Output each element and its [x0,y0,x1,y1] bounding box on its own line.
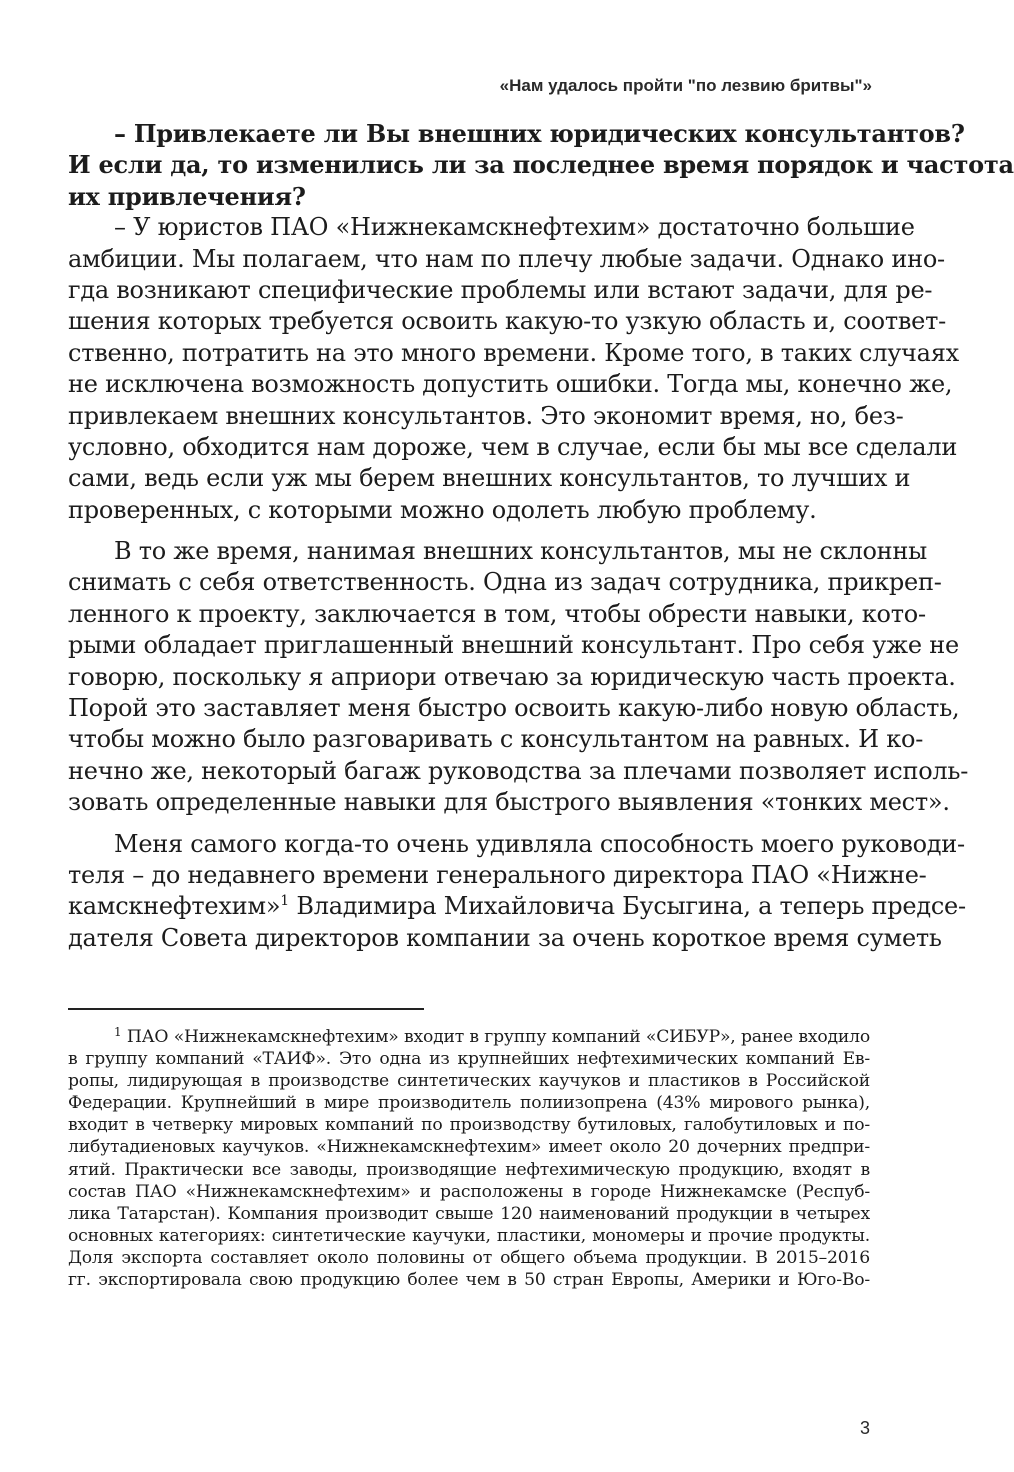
text-run: ПАО «Нижнекамскнефтехим» входит в группу компаний «СИБУР», ранее входило [121,1027,870,1047]
footnote-line: ропы, лидирующая в производстве синтетических каучуков и пластиков в Российской [68,1071,870,1092]
paragraph-line: теля – до недавнего времени генерального директора ПАО «Нижне- [68,860,927,889]
paragraph-line: условно, обходится нам дороже, чем в случае, если бы мы все сделали [68,432,958,461]
footnote-line: основных категориях: синтетические каучуки, пластики, мономеры и прочие продукты. [68,1225,870,1246]
footnote-marker: 1 [114,1025,122,1039]
paragraph-line: рыми обладает приглашенный внешний консультант. Про себя уже не [68,631,959,660]
paragraph-line: ственно, потратить на это много времени. Кроме того, в таких случаях [68,338,959,367]
answer-paragraph-1 [68,212,959,526]
footnote-line: Федерации. Крупнейший в мире производитель полиизопрена (43% мирового рынка), [68,1093,870,1114]
answer-paragraph-3 [68,829,966,955]
question-line: – Привлекаете ли Вы внешних юридических консультантов? [114,119,965,148]
paragraph-line: говорю, поскольку я априори отвечаю за юридическую часть проекта. [68,662,956,691]
paragraph-line: шения которых требуется освоить какую-то узкую область и, соответ- [68,307,946,336]
paragraph-line: Порой это заставляет меня быстро освоить какую-либо новую область, [68,694,960,723]
paragraph-line: снимать с себя ответственность. Одна из задач сотрудника, прикреп- [68,568,942,597]
paragraph-line [68,891,966,922]
footnote-reference: 1 [280,893,289,910]
footnote-line: гг. экспортировала свою продукцию более чем в 50 стран Европы, Америки и Юго-Во- [68,1270,870,1291]
footnote-line: ятий. Практически все заводы, производящие нефтехимическую продукцию, входят в [68,1159,870,1180]
footnote-line: состав ПАО «Нижнекамскнефтехим» и расположены в городе Нижнекамске (Респуб- [68,1181,870,1202]
paragraph-line: чтобы можно было разговаривать с консультантом на равных. И ко- [68,725,924,754]
paragraph-line: зовать определенные навыки для быстрого выявления «тонких мест». [68,788,950,817]
footnote-line: либутадиеновых каучуков. «Нижнекамскнефтехим» имеет около 20 дочерних предпри- [68,1137,870,1158]
footnote-line: в группу компаний «ТАИФ». Это одна из крупнейших нефтехимических компаний Ев- [68,1049,870,1070]
body-text [68,118,1014,954]
text-run: Владимира Михайловича Бусыгина, а теперь предсе- [288,892,966,921]
paragraph-line: – У юристов ПАО «Нижнекамскнефтехим» достаточно большие [114,213,915,242]
paragraph-line: нечно же, некоторый багаж руководства за плечами позволяет исполь- [68,756,969,785]
paragraph-line: гда возникают специфические проблемы или встают задачи, для ре- [68,275,933,304]
paragraph-line: амбиции. Мы полагаем, что нам по плечу любые задачи. Однако ино- [68,244,945,273]
paragraph-line: сами, ведь если уж мы берем внешних консультантов, то лучших и [68,464,911,493]
footnote-line [68,1026,870,1048]
paragraph-line: не исключена возможность допустить ошибки. Тогда мы, конечно же, [68,370,953,399]
running-head: «Нам удалось пройти "по лезвию бритвы"» [499,76,872,95]
interview-question [68,118,1014,212]
paragraph-line: проверенных, с которыми можно одолеть любую проблему. [68,495,817,524]
text-run: камскнефтехим» [68,892,281,921]
footnote-line: Доля экспорта составляет около половины от общего объема продукции. В 2015–2016 [68,1247,870,1268]
question-line: И если да, то изменились ли за последнее время порядок и частота [68,150,1014,180]
footnote-line: лика Татарстан). Компания производит свыше 120 наименований продукции в четырех [68,1203,870,1224]
answer-paragraph-2 [68,536,969,819]
paragraph-line: В то же время, нанимая внешних консультантов, мы не склонны [114,537,928,566]
footnote [68,1026,870,1291]
paragraph-line: привлекаем внешних консультантов. Это экономит время, но, без- [68,401,904,430]
footnote-divider [68,1008,424,1010]
page-number: 3 [859,1418,870,1438]
question-line: их привлечения? [68,181,306,211]
footnote-line: входит в четверку мировых компаний по производству бутиловых, галобутиловых и по- [68,1115,870,1136]
paragraph-line: ленного к проекту, заключается в том, чтобы обрести навыки, кото- [68,599,926,628]
paragraph-line: дателя Совета директоров компании за очень короткое время суметь [68,923,942,952]
paragraph-line: Меня самого когда-то очень удивляла способность моего руководи- [114,829,965,858]
